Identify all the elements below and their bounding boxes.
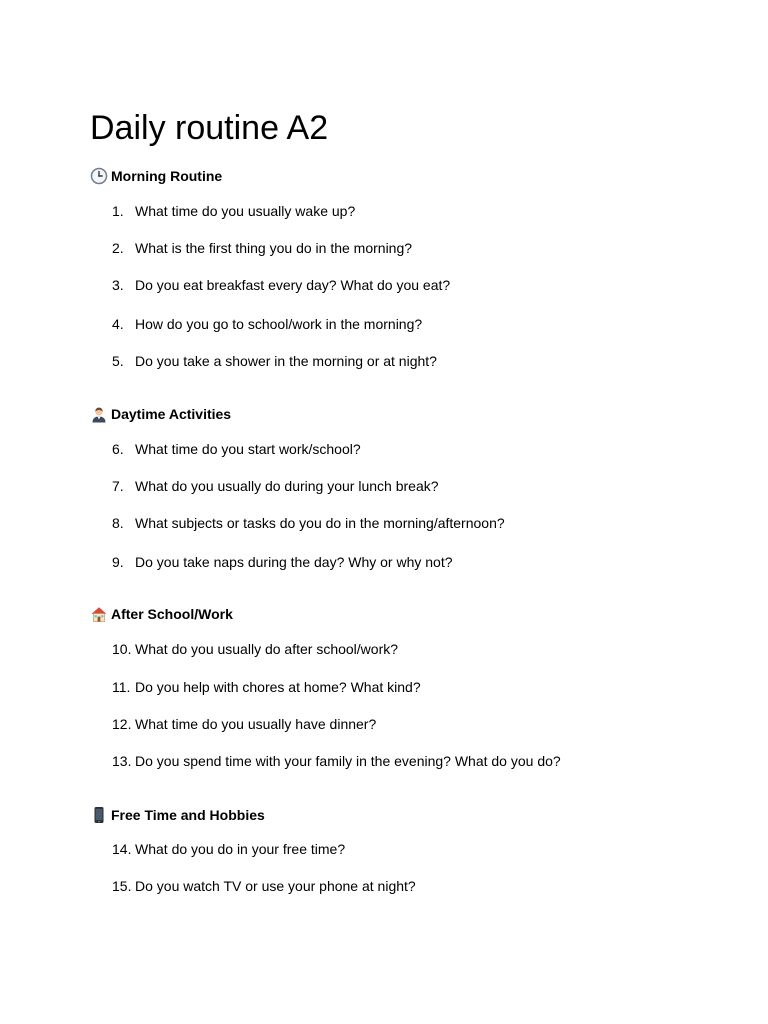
list-item-number: 14. [112, 841, 132, 857]
section-heading-label: Morning Routine [111, 168, 223, 184]
list-item-text: What is the first thing you do in the morning? [135, 240, 413, 256]
list-item-number: 15. [112, 878, 132, 894]
list-item [112, 640, 398, 658]
list-item [112, 440, 361, 458]
list-item-number: 7. [112, 478, 124, 494]
list-item-number: 3. [112, 277, 124, 293]
list-item [112, 840, 345, 858]
mobile-phone-icon [90, 806, 108, 824]
list-item-number: 12. [112, 716, 132, 732]
list-item-text: What subjects or tasks do you do in the morning/afternoon? [135, 515, 505, 531]
list-item [112, 514, 505, 532]
list-item-number: 9. [112, 554, 124, 570]
section-heading-label: After School/Work [111, 606, 233, 622]
list-item-number: 13. [112, 753, 132, 769]
list-item [112, 877, 416, 895]
list-item-text: What time do you start work/school? [135, 441, 361, 457]
list-item-text: What do you do in your free time? [135, 841, 346, 857]
list-item [112, 752, 561, 770]
list-item-number: 11. [112, 679, 131, 695]
list-item-number: 8. [112, 515, 124, 531]
document-title: Daily routine A2 [90, 109, 329, 147]
section-heading-free-time-and-hobbies [90, 806, 265, 824]
list-item-text: What time do you usually wake up? [135, 203, 356, 219]
list-item-text: Do you eat breakfast every day? What do you eat? [135, 277, 451, 293]
list-item-number: 2. [112, 240, 124, 256]
list-item-text: What do you usually do after school/work? [135, 641, 399, 657]
list-item-number: 10. [112, 641, 132, 657]
list-item-text: What do you usually do during your lunch break? [135, 478, 439, 494]
list-item [112, 276, 450, 294]
list-item-number: 6. [112, 441, 124, 457]
office-worker-icon [90, 405, 108, 423]
list-item [112, 678, 421, 696]
list-item-number: 4. [112, 316, 124, 332]
list-item-number: 5. [112, 353, 124, 369]
section-heading-daytime-activities [90, 405, 231, 423]
list-item-text: Do you watch TV or use your phone at night? [135, 878, 416, 894]
list-item-text: Do you spend time with your family in the evening? What do you do? [135, 753, 561, 769]
section-heading-label: Free Time and Hobbies [111, 807, 265, 823]
section-heading-label: Daytime Activities [111, 406, 232, 422]
list-item-text: Do you take a shower in the morning or at night? [135, 353, 437, 369]
list-item-text: How do you go to school/work in the morning? [135, 316, 423, 332]
list-item [112, 553, 453, 571]
section-heading-morning-routine [90, 167, 222, 185]
list-item [112, 715, 376, 733]
list-item [112, 477, 439, 495]
list-item [112, 239, 412, 257]
section-heading-after-school-work [90, 605, 233, 623]
list-item-text: Do you help with chores at home? What kind? [135, 679, 421, 695]
list-item [112, 315, 422, 333]
clock-icon [90, 167, 108, 185]
list-item-text: Do you take naps during the day? Why or why not? [135, 554, 453, 570]
list-item-number: 1. [112, 203, 124, 219]
list-item [112, 352, 437, 370]
house-icon [90, 605, 108, 623]
list-item-text: What time do you usually have dinner? [135, 716, 377, 732]
list-item [112, 202, 355, 220]
